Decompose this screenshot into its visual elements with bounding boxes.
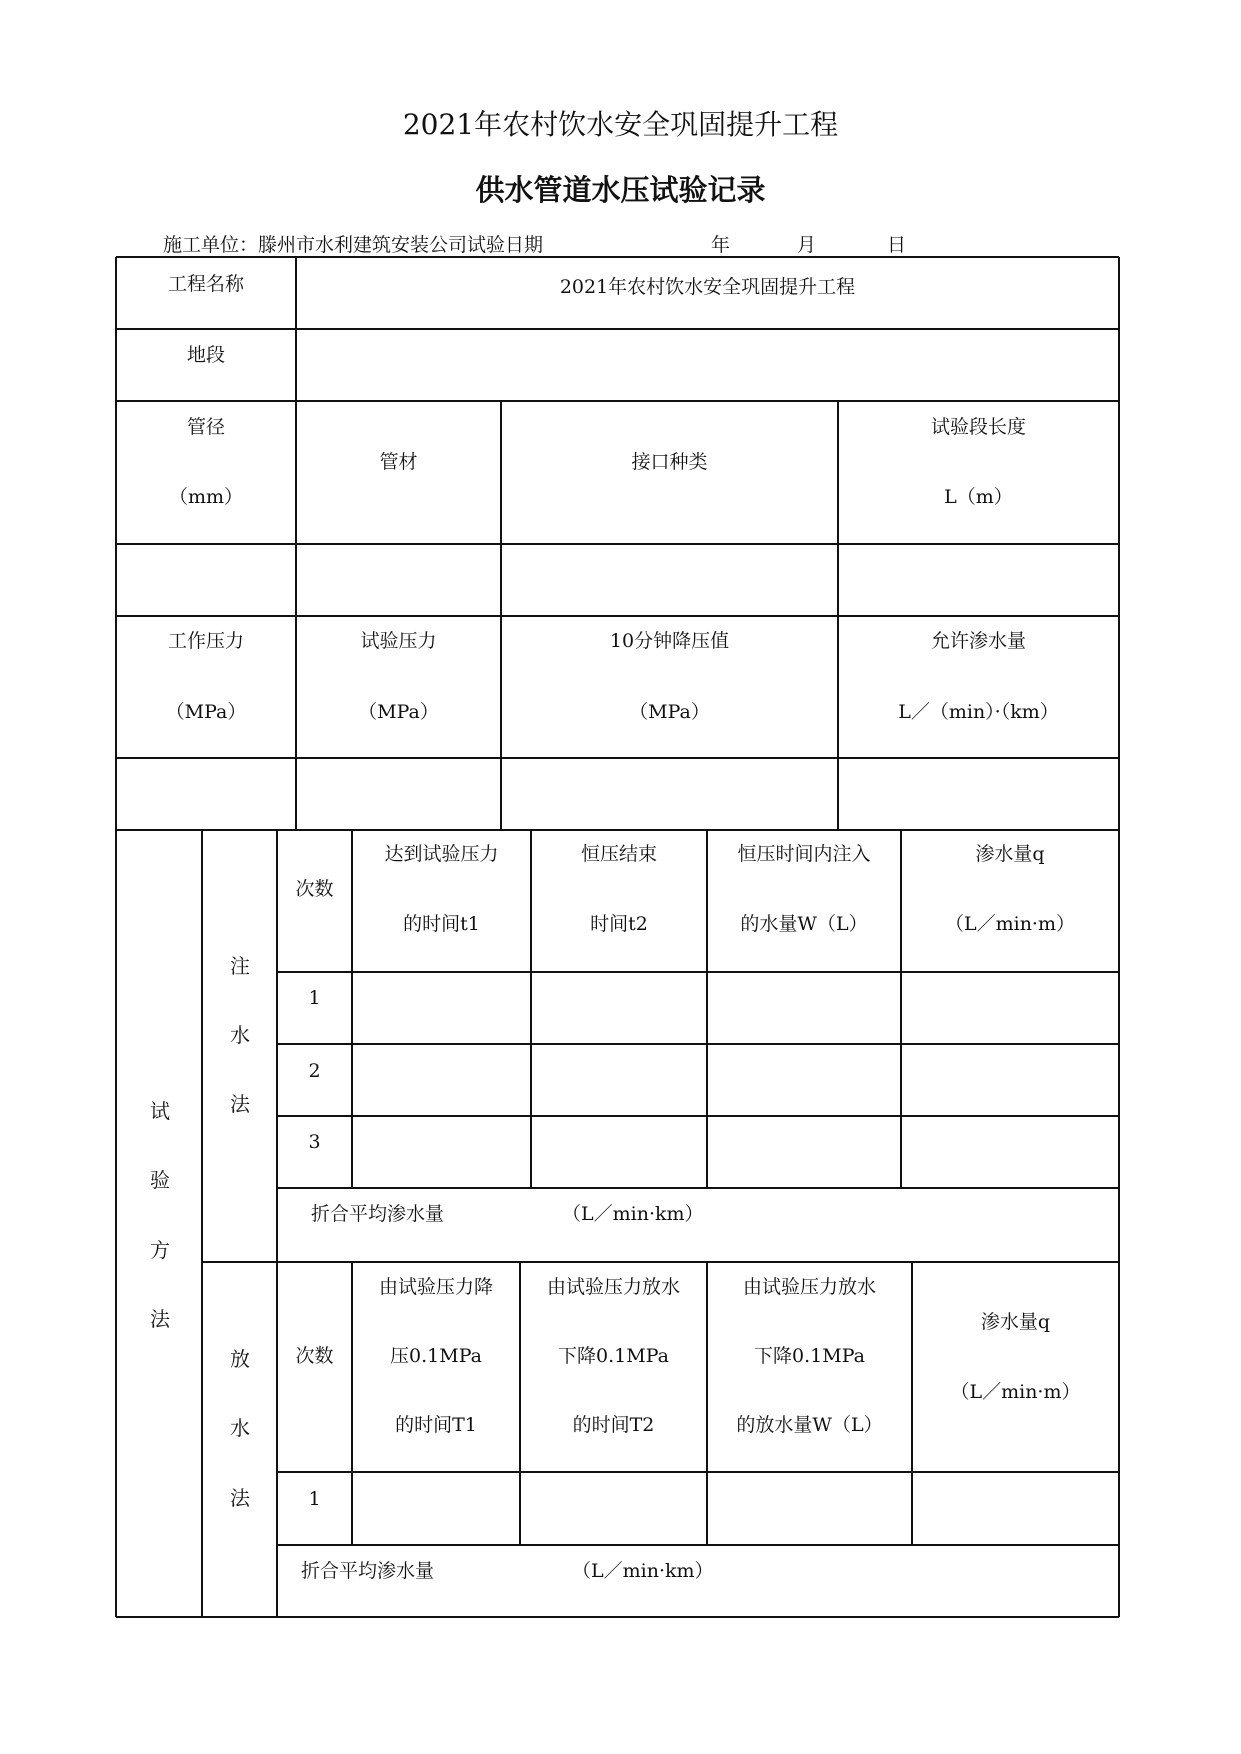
test-method-label-char: 方 (150, 1238, 170, 1262)
test-pressure-label: 试验压力 (360, 630, 437, 652)
construction-unit-label: 施工单位：滕州市水利建筑安装公司试验日期 (163, 234, 544, 256)
injection-run-number: 2 (308, 1060, 321, 1082)
allowed-seepage-unit: L／（min）·（km） (898, 701, 1059, 723)
injection-average-label: 折合平均渗水量 (311, 1203, 445, 1225)
test-pressure-unit: （MPa） (358, 701, 439, 723)
drainage-col3-line1: 由试验压力放水 (742, 1276, 876, 1298)
injection-col2-line2: 时间t2 (590, 913, 648, 935)
test-method-label-char: 验 (150, 1168, 170, 1192)
drainage-col2-line2: 下降0.1MPa (558, 1345, 669, 1367)
year-label: 年 (711, 234, 731, 256)
month-label: 月 (797, 234, 817, 256)
day-label: 日 (887, 234, 907, 256)
test-method-label-char: 法 (150, 1307, 170, 1331)
drainage-count-label: 次数 (295, 1345, 334, 1367)
injection-col3-line1: 恒压时间内注入 (737, 843, 871, 865)
injection-col1-line2: 的时间t1 (403, 913, 480, 935)
pressure-drop-label: 10分钟降压值 (609, 630, 730, 652)
drainage-col3-line2: 下降0.1MPa (754, 1345, 865, 1367)
injection-col1-line1: 达到试验压力 (384, 843, 499, 865)
drainage-col1-line3: 的时间T1 (395, 1414, 477, 1436)
drainage-col4-line1: 渗水量q (980, 1311, 1051, 1333)
page-title: 2021年农村饮水安全巩固提升工程 (402, 108, 839, 141)
injection-col4-line1: 渗水量q (975, 843, 1045, 865)
test-method-label-char: 试 (150, 1099, 170, 1123)
injection-run-number: 1 (308, 987, 321, 1009)
pipe-material-label: 管材 (379, 451, 418, 473)
drainage-col3-line3: 的放水量W（L） (736, 1414, 883, 1436)
test-length-unit: L（m） (944, 486, 1013, 508)
pressure-drop-unit: （MPa） (629, 701, 710, 723)
drainage-method-label-char: 水 (230, 1416, 250, 1440)
section-label: 地段 (186, 344, 225, 366)
injection-method-label-char: 注 (230, 954, 250, 978)
drainage-col1-line2: 压0.1MPa (390, 1345, 482, 1367)
injection-col4-line2: （L／min·m） (944, 913, 1075, 935)
drainage-col2-line3: 的时间T2 (572, 1414, 655, 1436)
pipe-diameter-unit: （mm） (168, 486, 244, 508)
injection-method-label-char: 法 (230, 1092, 250, 1116)
drainage-average-label: 折合平均渗水量 (301, 1560, 435, 1582)
project-name-value: 2021年农村饮水安全巩固提升工程 (559, 276, 856, 298)
allowed-seepage-label: 允许渗水量 (930, 630, 1026, 652)
injection-average-unit: （L／min·km） (562, 1203, 704, 1225)
injection-method-label-char: 水 (230, 1023, 250, 1047)
injection-run-number: 3 (308, 1131, 321, 1153)
pipe-diameter-label: 管径 (186, 416, 225, 438)
drainage-average-unit: （L／min·km） (572, 1560, 714, 1582)
injection-col2-line1: 恒压结束 (580, 843, 657, 865)
injection-count-label: 次数 (295, 878, 334, 900)
working-pressure-label: 工作压力 (167, 630, 244, 652)
drainage-col2-line1: 由试验压力放水 (546, 1276, 680, 1298)
working-pressure-unit: （MPa） (165, 701, 247, 723)
drainage-col4-line2: （L／min·m） (950, 1381, 1081, 1403)
joint-type-label: 接口种类 (631, 451, 708, 473)
test-length-label: 试验段长度 (930, 416, 1026, 438)
injection-col3-line2: 的水量W（L） (740, 913, 868, 935)
drainage-col1-line1: 由试验压力降 (378, 1276, 493, 1298)
project-name-label: 工程名称 (167, 273, 244, 295)
drainage-run-number: 1 (308, 1488, 321, 1510)
drainage-method-label-char: 放 (230, 1347, 250, 1371)
form-title: 供水管道水压试验记录 (475, 173, 766, 207)
drainage-method-label-char: 法 (230, 1486, 250, 1510)
